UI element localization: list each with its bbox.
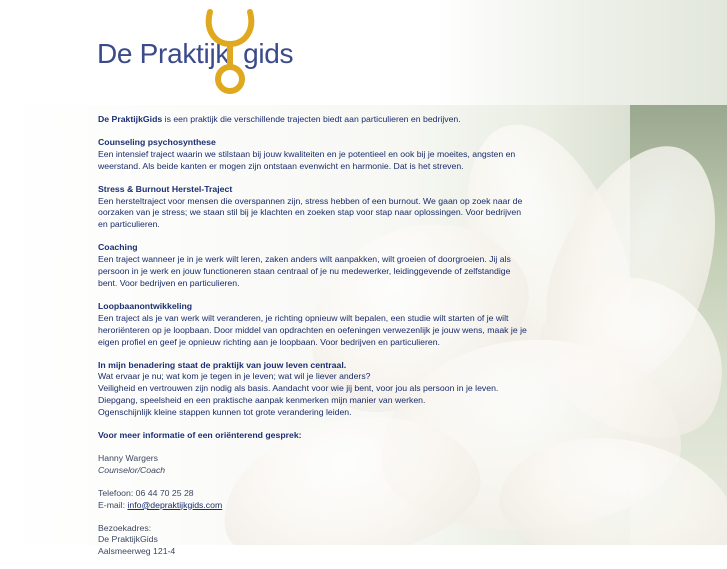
phone-label: Telefoon: — [98, 487, 136, 498]
section-line: Een intensief traject waarin we stilstaan bij jouw kwaliteiten en je potentieel en ook bij je moeites, angsten en — [98, 148, 516, 159]
intro-text: is een praktijk die verschillende trajecten biedt aan particulieren en bedrijven. — [162, 114, 461, 124]
intro-brand: De PraktijkGids — [98, 114, 163, 124]
section-line: Een traject als je van werk wilt veranderen, je richting opnieuw wilt bepalen, een studie wilt starten of je wilt — [98, 312, 509, 323]
section-stress-burnout — [98, 184, 543, 232]
section-loopbaan — [98, 301, 543, 349]
section-line: Diepgang, speelsheid en een praktische aanpak kenmerken mijn manier van werken. — [98, 395, 426, 406]
contact-role: Counselor/Coach — [98, 464, 166, 475]
section-title: In mijn benadering staat de praktijk van jouw leven centraal. — [98, 359, 347, 370]
more-info-heading — [98, 430, 543, 442]
section-coaching — [98, 242, 543, 290]
intro-paragraph — [98, 114, 543, 126]
site-header — [0, 0, 727, 105]
logo-text-part1: De Praktijk — [97, 38, 230, 69]
contact-details — [98, 488, 543, 512]
logo-text[interactable] — [97, 38, 293, 70]
section-line: persoon in je werk en jouw functioneren staan centraal of je nu medewerker, leidinggevende of zelfstandige — [98, 266, 511, 277]
email-label: E-mail: — [98, 499, 128, 510]
contact-name: Hanny Wargers — [98, 452, 159, 463]
section-counseling — [98, 137, 543, 173]
section-title: Stress & Burnout Herstel-Traject — [98, 183, 233, 194]
phone-number: 06 44 70 25 28 — [135, 487, 194, 498]
section-line: Wat ervaar je nu; wat kom je tegen in je leven; wat wil je liever anders? — [98, 371, 371, 382]
section-title: Counseling psychosynthese — [98, 136, 216, 147]
contact-person — [98, 453, 543, 477]
visit-name: De PraktijkGids — [98, 534, 158, 545]
section-line: oorzaken van je stress; we staan stil bij je klachten en zoeken stap voor stap naar oplossingen. Voor bedrijven — [98, 207, 522, 218]
psyche-symbol-icon — [201, 8, 259, 96]
section-title: Loopbaanontwikkeling — [98, 300, 193, 311]
section-line: en particulieren. — [98, 219, 160, 230]
section-line: eigen profiel en geef je opnieuw richting aan je loopbaan. Voor bedrijven en particulieren. — [98, 336, 440, 347]
more-info-text: Voor meer informatie of een oriënterend gesprek: — [98, 430, 302, 441]
section-line: Een hersteltraject voor mensen die overspannen zijn, stress hebben of een burnout. We gaan op zoek naar de — [98, 195, 523, 206]
section-line: bent. Voor bedrijven en particulieren. — [98, 277, 240, 288]
section-benadering — [98, 360, 543, 420]
section-title: Coaching — [98, 242, 138, 253]
email-link[interactable]: info@depraktijkgids.com — [127, 499, 223, 510]
main-content — [98, 114, 543, 569]
section-line: heroriënteren op je loopbaan. Door middel van opdrachten en oefeningen verwezenlijk je jouw wens, maak je je — [98, 324, 527, 335]
visit-street: Aalsmeerweg 121-4 — [98, 546, 176, 557]
logo-text-part2: gids — [243, 38, 294, 69]
visit-label: Bezoekadres: — [98, 522, 152, 533]
section-line: Een traject wanneer je in je werk wilt leren, zaken anders wilt aanpakken, wilt groeien of doorgroeien. Jij als — [98, 254, 511, 265]
section-line: Ogenschijnlijk kleine stappen kunnen tot grote verandering leiden. — [98, 407, 352, 418]
section-line: Veiligheid en vertrouwen zijn nodig als basis. Aandacht voor wie jij bent, voor jou als persoon in je leven. — [98, 383, 499, 394]
visit-address — [98, 523, 543, 559]
section-line: weerstand. Als beide kanten er mogen zijn ontstaan evenwicht en harmonie. Dat is het streven. — [98, 160, 464, 171]
